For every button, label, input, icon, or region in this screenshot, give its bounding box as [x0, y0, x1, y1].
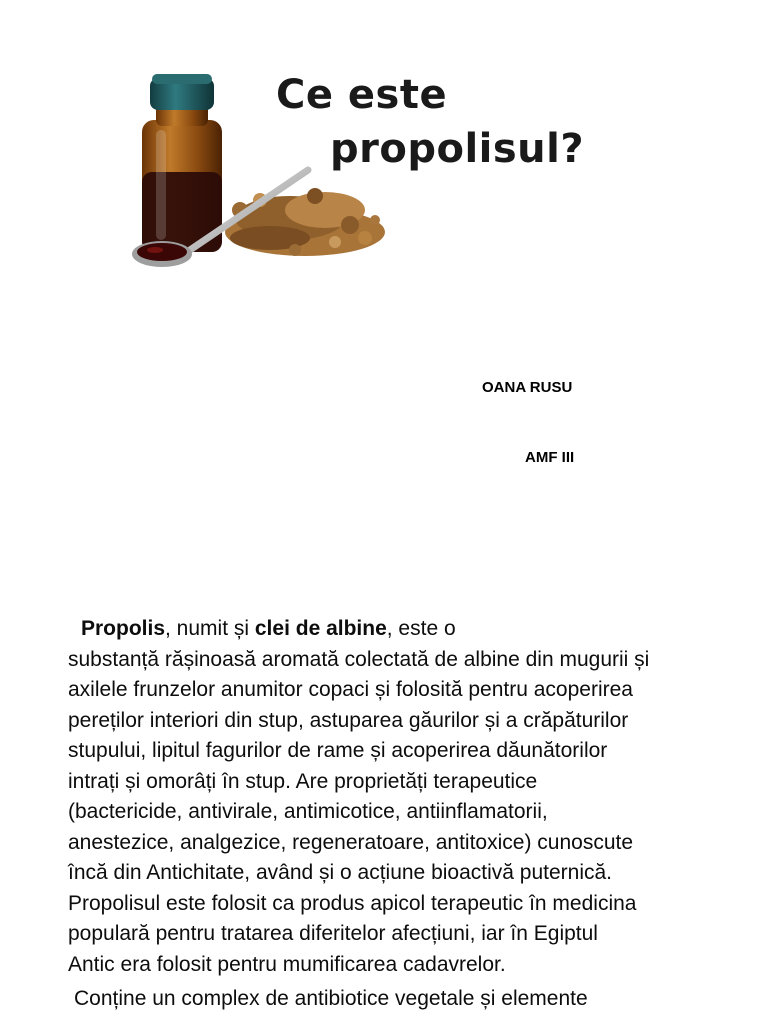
text-line: Antic era folosit pentru mumificarea cadavrelor. — [68, 952, 506, 976]
text-line: stupului, lipitul fagurilor de rame și acoperirea dăunătorilor — [68, 739, 608, 762]
term-alias: clei de albine — [254, 617, 387, 640]
paragraph-second: Conține un complex de antibiotice vegetale și elemente — [74, 987, 588, 1010]
text-line: anestezice, analgezice, regeneratoare, antitoxice) cunoscute — [68, 830, 634, 854]
term-propolis: Propolis — [81, 617, 166, 640]
propolis-flakes — [225, 188, 385, 256]
article-body — [68, 614, 748, 1015]
text-line: pereților interiori din stup, astuparea găurilor și a crăpăturilor — [68, 708, 629, 732]
bottle — [142, 74, 222, 252]
text-line: intrați și omorâți în stup. Are proprietăți terapeutice — [68, 769, 538, 793]
title-line-2: propolisul? — [330, 126, 585, 172]
text-line: încă din Antichitate, având și o acțiune bioactivă puternică. — [68, 861, 613, 884]
paragraph-intro: Propolis, numit și clei de albine, este o substanță rășinoasă aromată colectată de albine din mugurii și axilele frunzelor anumitor copaci și folosită pentru acoperirea pereților interiori din stup, astuparea găurilor și a crăpăturilor stupului, lipitul fagurilor de rame și acoperirea dăunătorilor intrați și omorâți în stup. Are proprietăți terapeutice (bactericide, antivirale, antimicotice, antiinflamatorii, anestezice, analgezice, regeneratoare, antitoxice) cunoscute încă din Antichitate, având și o acțiune bioactivă puternică. Propolisul este folosit ca produs apicol terapeutic în medicina populară pentru tratarea diferitelor afecțiuni, iar în Egiptul Antic era folosit pentru mumificarea cadavrelor. — [68, 617, 650, 976]
author-name: OANA RUSU — [482, 379, 573, 396]
text-line: Propolisul este folosit ca produs apicol terapeutic în medicina — [68, 891, 637, 915]
student-group: AMF III — [525, 449, 575, 466]
title-line-1: Ce este — [276, 72, 448, 118]
text-line: (bactericide, antivirale, antimicotice, antiinflamatorii, — [68, 800, 548, 823]
text-line: substanță rășinoasă aromată colectată de albine din mugurii și — [68, 647, 650, 671]
text-line: axilele frunzelor anumitor copaci și folosită pentru acoperirea — [68, 678, 633, 701]
text-line: populară pentru tratarea diferitelor afecțiuni, iar în Egiptul — [68, 922, 598, 945]
